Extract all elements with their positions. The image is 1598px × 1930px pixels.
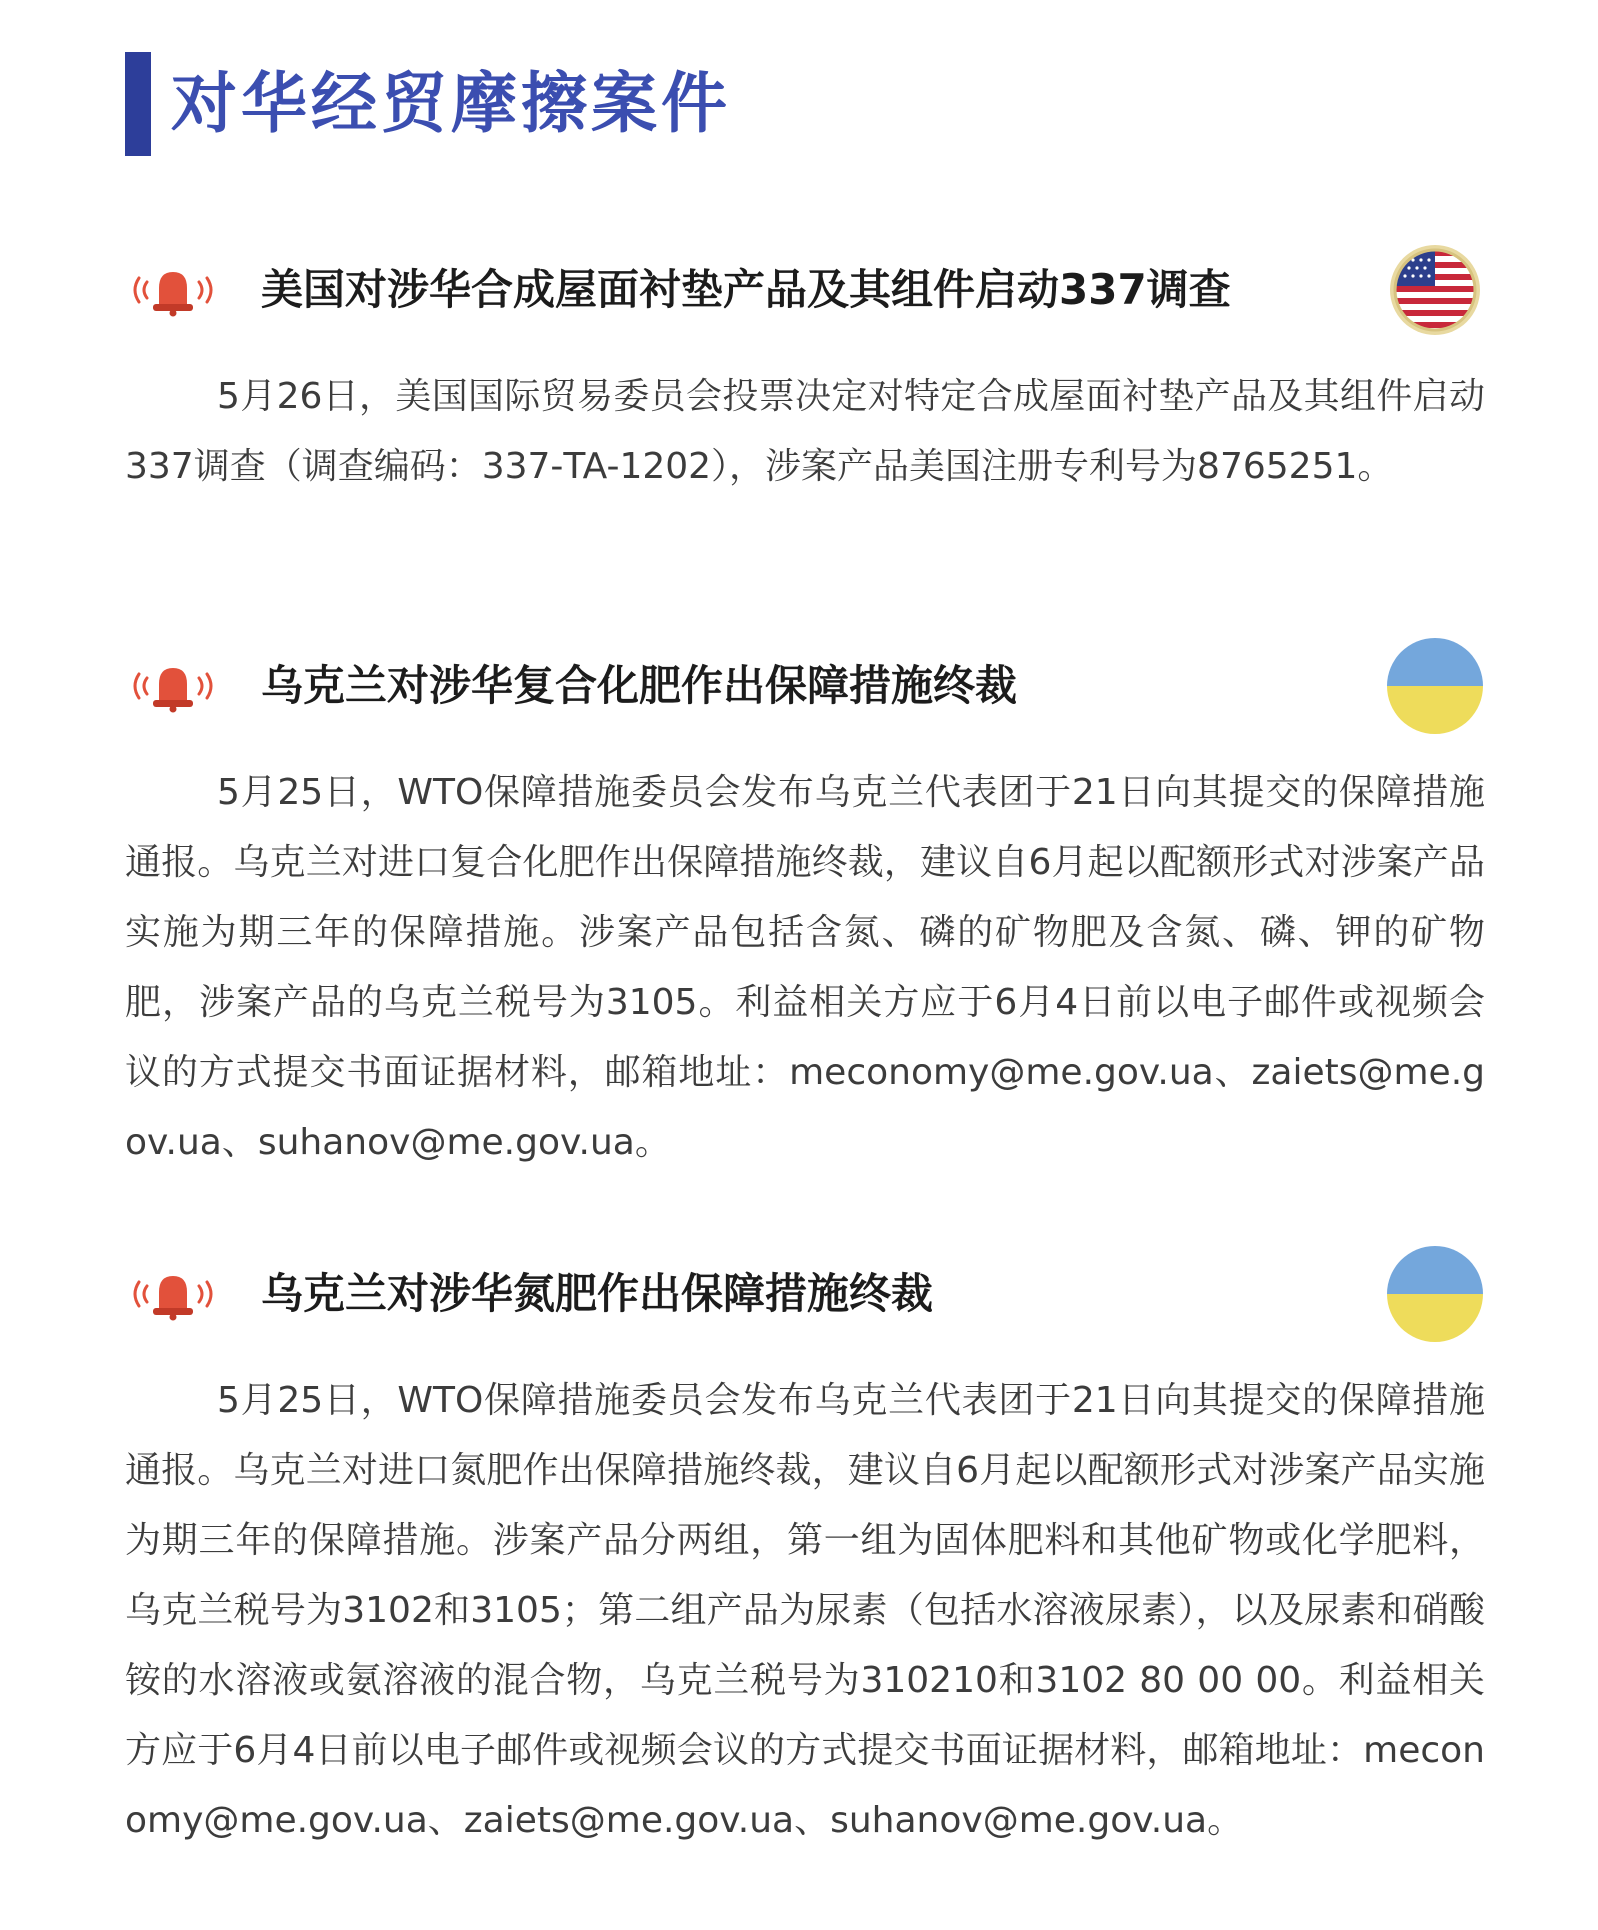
usa-flag-icon <box>1385 240 1485 340</box>
section-title: 乌克兰对涉华氮肥作出保障措施终裁 <box>261 1269 934 1318</box>
section-header <box>125 240 1485 340</box>
page-title: 对华经贸摩擦案件 <box>171 65 731 142</box>
section-body <box>125 758 1485 1178</box>
case-section-ukraine-compound-fertilizer <box>125 636 1485 1178</box>
case-section-us-roofing <box>125 240 1485 502</box>
alarm-bell-icon <box>125 262 221 318</box>
section-title: 乌克兰对涉华复合化肥作出保障措施终裁 <box>261 661 1018 710</box>
section-header <box>125 636 1485 736</box>
alarm-bell-icon <box>125 1266 221 1322</box>
section-body <box>125 1366 1485 1856</box>
ukraine-flag-icon <box>1385 1244 1485 1344</box>
case-section-ukraine-nitrogen-fertilizer <box>125 1244 1485 1856</box>
section-body <box>125 362 1485 502</box>
section-body-text: 5月25日，WTO保障措施委员会发布乌克兰代表团于21日向其提交的保障措施通报。乌克兰对进口复合化肥作出保障措施终裁，建议自6月起以配额形式对涉案产品实施为期三年的保障措施。涉案产品包括含氮、磷的矿物肥及含氮、磷、钾的矿物肥，涉案产品的乌克兰税号为3105。利益相关方应于6月4日前以电子邮件或视频会议的方式提交书面证据材料，邮箱地址：meconomy@me.gov.ua、zaiets@me.gov.ua、suhanov@me.gov.ua。 <box>125 772 1485 1163</box>
page-header <box>125 52 731 156</box>
ukraine-flag-icon <box>1385 636 1485 736</box>
section-title: 美国对涉华合成屋面衬垫产品及其组件启动337调查 <box>261 265 1231 314</box>
header-accent-bar <box>125 52 151 156</box>
section-body-text: 5月26日，美国国际贸易委员会投票决定对特定合成屋面衬垫产品及其组件启动337调查（调查编码：337-TA-1202），涉案产品美国注册专利号为8765251。 <box>125 376 1485 487</box>
section-header <box>125 1244 1485 1344</box>
section-body-text: 5月25日，WTO保障措施委员会发布乌克兰代表团于21日向其提交的保障措施通报。乌克兰对进口氮肥作出保障措施终裁，建议自6月起以配额形式对涉案产品实施为期三年的保障措施。涉案产品分两组，第一组为固体肥料和其他矿物或化学肥料，乌克兰税号为3102和3105；第二组产品为尿素（包括水溶液尿素），以及尿素和硝酸铵的水溶液或氨溶液的混合物，乌克兰税号为310210和3102 80 00 00。利益相关方应于6月4日前以电子邮件或视频会议的方式提交书面证据材料，邮箱地址：meconomy@me.gov.ua、zaiets@me.gov.ua、suhanov@me.gov.ua。 <box>125 1380 1485 1841</box>
alarm-bell-icon <box>125 658 221 714</box>
